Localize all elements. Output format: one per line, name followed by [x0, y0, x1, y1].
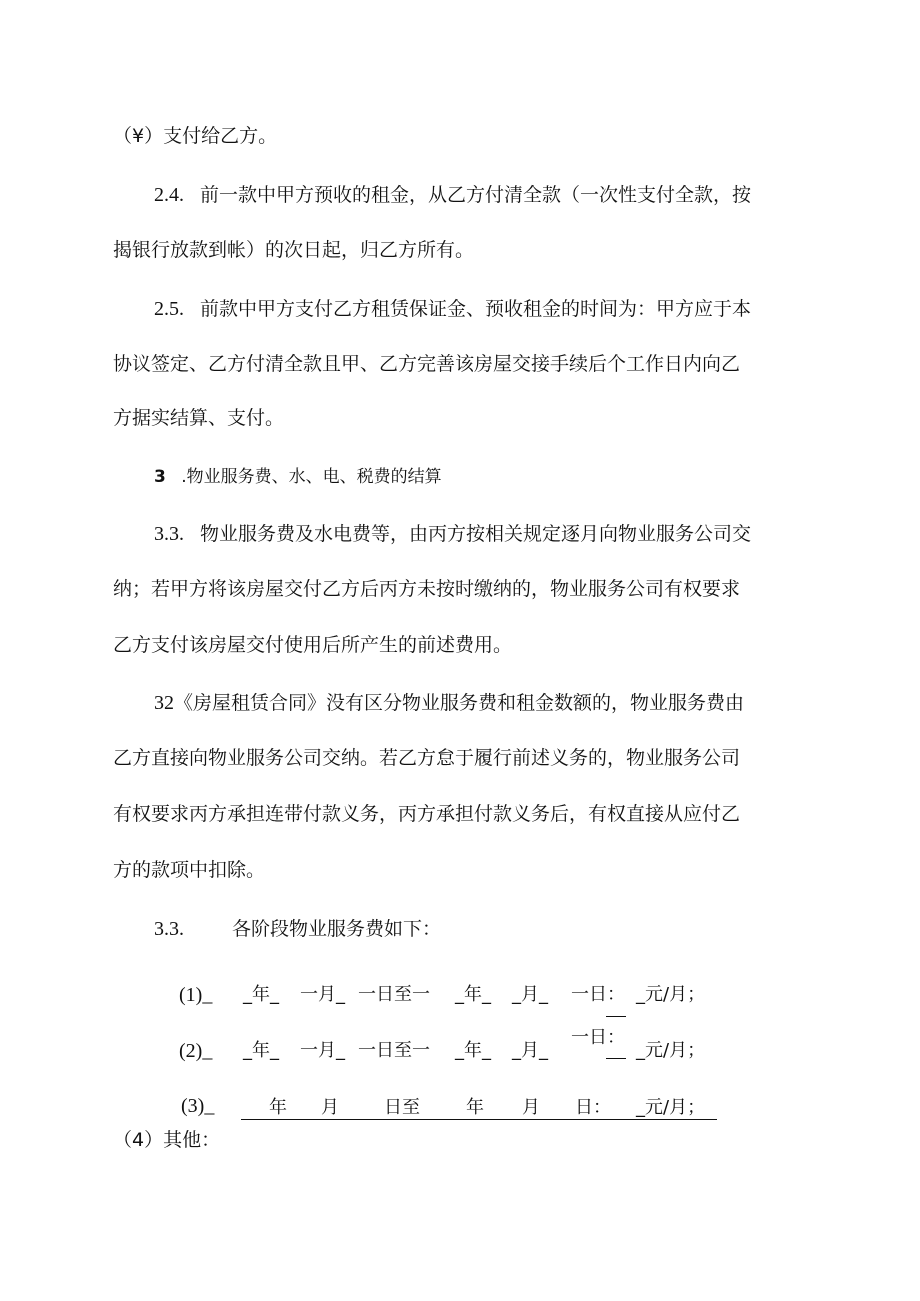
year-end: 年	[466, 1097, 484, 1118]
row-label: (2)_	[179, 1040, 213, 1062]
para-line: （¥）支付给乙方。	[113, 125, 278, 147]
month-end: _月_	[512, 984, 548, 1005]
day-end: 日：	[575, 1097, 611, 1118]
month-end: 月	[522, 1097, 540, 1118]
schedule-row-2	[0, 1027, 920, 1068]
fee-per-month: _元/月；	[636, 984, 706, 1005]
para-line	[154, 296, 751, 322]
year-end: _年_	[455, 984, 491, 1005]
para-line: 方的款项中扣除。	[113, 859, 266, 881]
schedule-row-1	[0, 982, 920, 1012]
year-start: _年_	[243, 1040, 279, 1061]
para-text: 物业服务费及水电费等，由丙方按相关规定逐月向物业服务公司交	[200, 523, 752, 545]
clause-number: 32	[154, 692, 174, 714]
para-line: 协议签定、乙方付清全款且甲、乙方完善该房屋交接手续后个工作日内向乙	[113, 353, 741, 375]
para-line	[154, 690, 744, 716]
day-end: 一日：	[571, 1027, 625, 1048]
clause-number: 3.3.	[154, 523, 184, 545]
para-line	[154, 916, 441, 942]
year-start: _年_	[243, 984, 279, 1005]
para-text: 前一款中甲方预收的租金，从乙方付清全款（一次性支付全款，按	[200, 184, 752, 206]
day-start: 一日至一	[358, 1040, 430, 1061]
month-start: 一月_	[300, 1040, 345, 1061]
para-line: 乙方支付该房屋交付使用后所产生的前述费用。	[113, 634, 513, 656]
section-number: 3	[154, 467, 166, 487]
other-item: （4）其他：	[113, 1129, 221, 1151]
row-label: (3)_	[181, 1095, 215, 1117]
fee-per-month: _元/月；	[636, 1040, 706, 1061]
para-text: 前款中甲方支付乙方租赁保证金、预收租金的时间为：甲方应于本	[200, 298, 752, 320]
fee-per-month: _元/月；	[636, 1097, 706, 1118]
clause-number: 2.4.	[154, 184, 184, 206]
para-line: 纳；若甲方将该房屋交付乙方后丙方未按时缴纳的，物业服务公司有权要求	[113, 578, 741, 600]
day-end: 一日：	[571, 984, 625, 1005]
blank-underline	[241, 1119, 717, 1120]
schedule-row-3	[0, 1095, 920, 1125]
clause-number: 3.3.	[154, 918, 184, 940]
day-start: 一日至一	[358, 984, 430, 1005]
month-start: 一月_	[300, 984, 345, 1005]
year-end: _年_	[455, 1040, 491, 1061]
clause-number: 2.5.	[154, 298, 184, 320]
section-heading	[154, 464, 442, 490]
para-line: 有权要求丙方承担连带付款义务，丙方承担付款义务后，有权直接从应付乙	[113, 803, 741, 825]
month-start: 月	[321, 1097, 339, 1118]
para-text: 各阶段物业服务费如下：	[232, 918, 442, 940]
blank-underline	[606, 1016, 626, 1017]
year-start: 年	[269, 1097, 287, 1118]
para-line	[154, 182, 751, 208]
para-line: 乙方直接向物业服务公司交纳。若乙方怠于履行前述义务的，物业服务公司	[113, 747, 741, 769]
row-label: (1)_	[179, 984, 213, 1006]
para-line: 揭银行放款到帐）的次日起，归乙方所有。	[113, 239, 475, 261]
para-line	[154, 521, 751, 547]
section-title: .物业服务费、水、电、税费的结算	[181, 467, 442, 487]
blank-underline	[606, 1058, 626, 1059]
month-end: _月_	[512, 1040, 548, 1061]
para-text: 《房屋租赁合同》没有区分物业服务费和租金数额的，物业服务费由	[174, 692, 745, 714]
day-start: 日至	[384, 1097, 420, 1118]
para-line: 方据实结算、支付。	[113, 407, 285, 429]
